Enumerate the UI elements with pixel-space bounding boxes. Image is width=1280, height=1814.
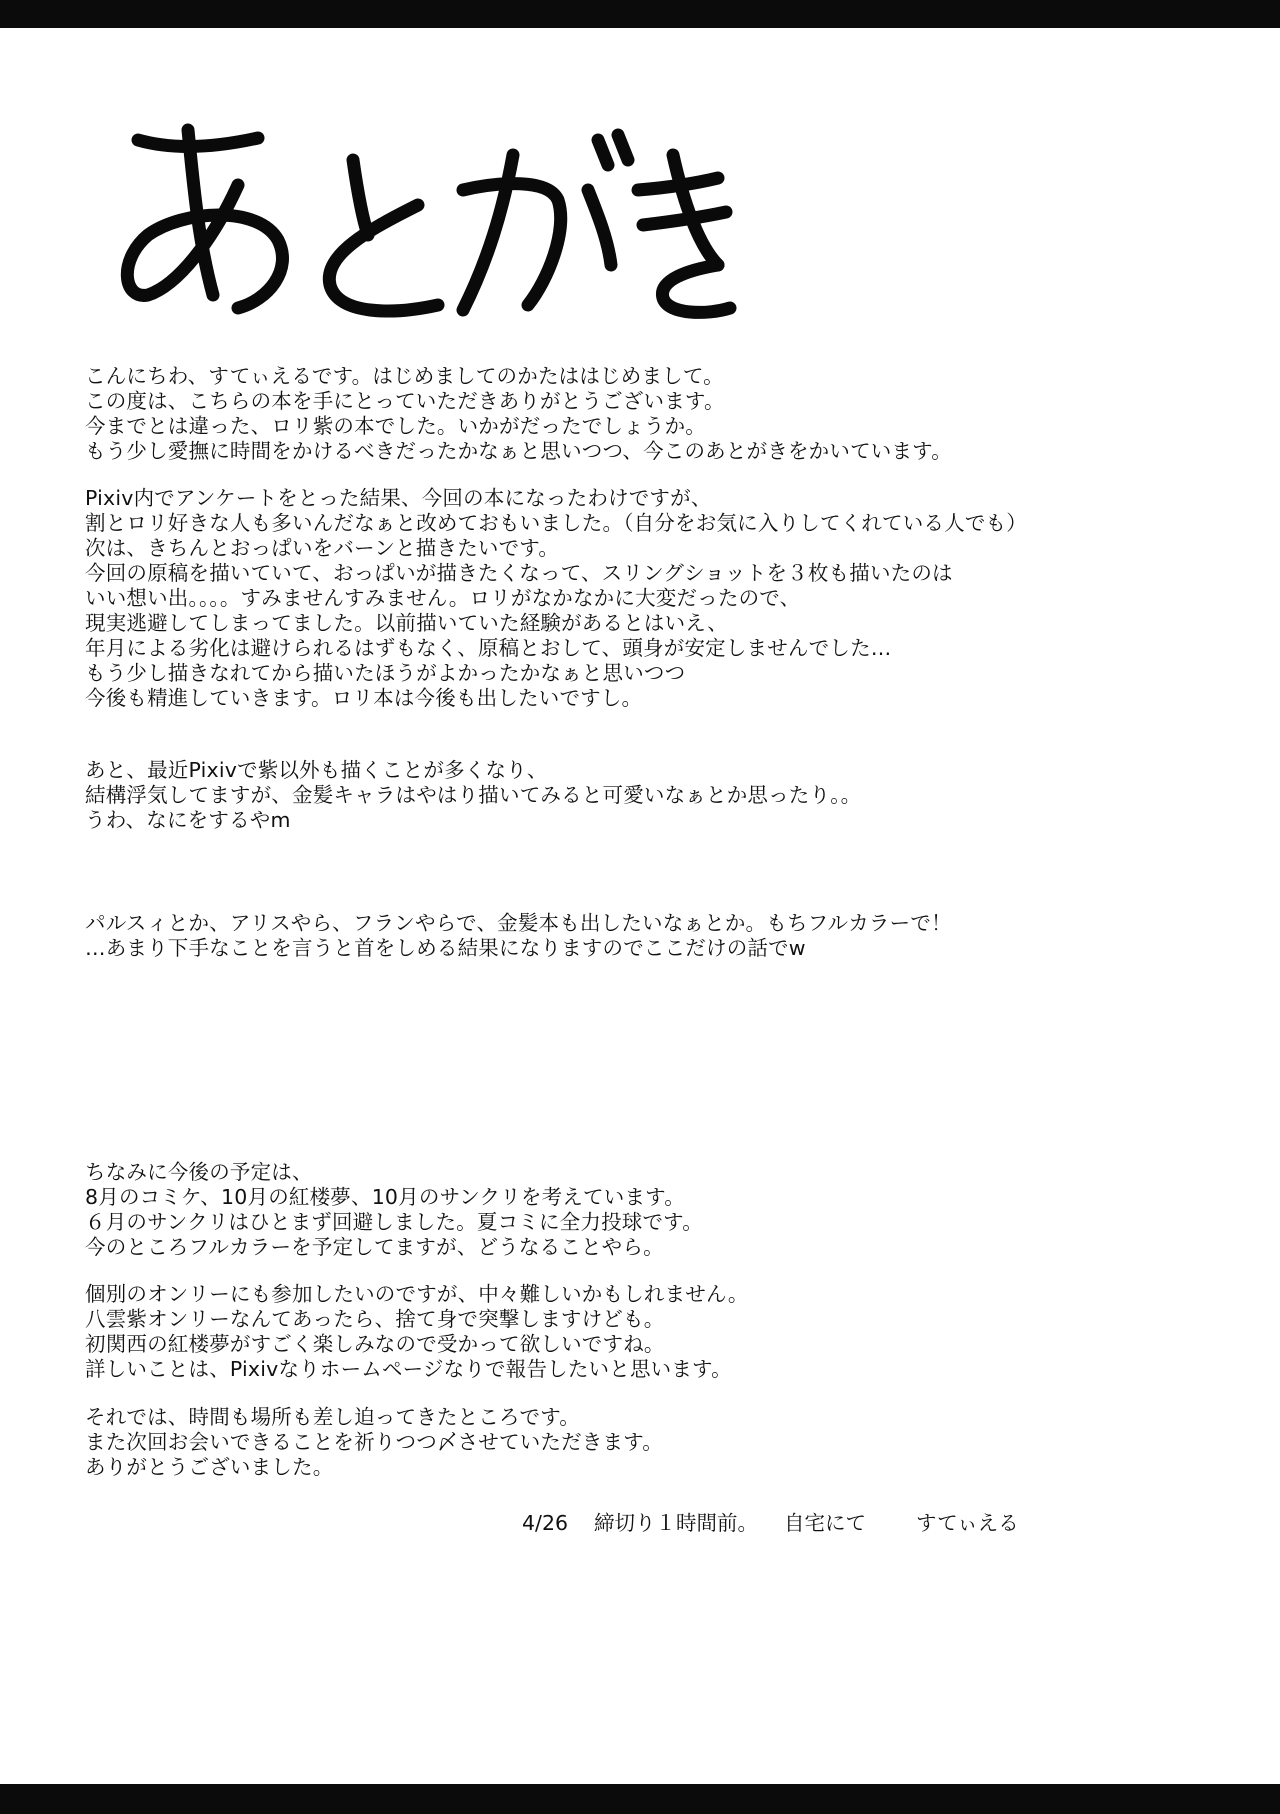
text-line: ６月のサンクリはひとまず回避しました。夏コミに全力投球です。 [85, 1210, 703, 1234]
page-title [118, 120, 738, 330]
text-line: 初関西の紅楼夢がすごく楽しみなので受かって欲しいですね。 [85, 1332, 665, 1356]
text-line: こんにちわ、すてぃえるです。はじめましてのかたははじめまして。 [85, 364, 724, 388]
paragraph-fullcolor [85, 911, 952, 961]
text-line: 割とロリ好きな人も多いんだなぁと改めておもいました。（自分をお気に入りしてくれている人でも） [85, 511, 1027, 535]
text-line: それでは、時間も場所も差し迫ってきたところです。 [85, 1405, 580, 1429]
signature-note: 締切り１時間前。 [594, 1511, 759, 1535]
text-line: 結構浮気してますが、金髪キャラはやはり描いてみると可愛いなぁとか思ったり。。 [85, 783, 862, 807]
text-line: 今回の原稿を描いていて、おっぱいが描きたくなって、スリングショットを３枚も描いたのは [85, 561, 953, 585]
signature-author: すてぃえる [916, 1511, 1019, 1535]
text-line: もう少し描きなれてから描いたほうがよかったかなぁと思いつつ [85, 661, 686, 685]
text-line: 今までとは違った、ロリ紫の本でした。いかがだったでしょうか。 [85, 414, 706, 438]
top-border-bar [0, 0, 1280, 28]
text-line: 8月のコミケ、10月の紅楼夢、10月のサンクリを考えています。 [85, 1185, 685, 1209]
text-line: 今のところフルカラーを予定してますが、どうなることやら。 [85, 1235, 664, 1259]
text-line: ちなみに今後の予定は、 [85, 1160, 313, 1184]
text-line: あと、最近Pixivで紫以外も描くことが多くなり、 [85, 758, 548, 782]
text-line: 次は、きちんとおっぱいをバーンと描きたいです。 [85, 536, 560, 560]
text-line: 現実逃避してしまってました。以前描いていた経験があるとはいえ、 [85, 611, 728, 635]
text-line: この度は、こちらの本を手にとっていただきありがとうございます。 [85, 389, 725, 413]
text-line: いい想い出。。。。すみませんすみません。ロリがなかなかに大変だったので、 [85, 586, 801, 610]
text-line: 今後も精進していきます。ロリ本は今後も出したいですし。 [85, 686, 643, 710]
handwritten-title-art [118, 120, 738, 330]
text-line: また次回お会いできることを祈りつつ〆させていただきます。 [85, 1430, 663, 1454]
signature-line [522, 1511, 1019, 1536]
text-line: もう少し愛撫に時間をかけるべきだったかなぁと思いつつ、今このあとがきをかいています。 [85, 439, 952, 463]
paragraph-closing [85, 1405, 663, 1480]
text-line: Pixiv内でアンケートをとった結果、今回の本になったわけですが、 [85, 486, 712, 510]
signature-date: 4/26 [522, 1511, 569, 1535]
paragraph-greeting [85, 364, 952, 464]
text-line: 詳しいことは、Pixivなりホームページなりで報告したいと思います。 [85, 1357, 732, 1381]
paragraph-schedule [85, 1160, 703, 1260]
text-line: パルスィとか、アリスやら、フランやらで、金髪本も出したいなぁとか。もちフルカラーで！ [85, 911, 952, 935]
bottom-border-bar [0, 1784, 1280, 1814]
text-line: 年月による劣化は避けられるはずもなく、原稿とおして、頭身が安定しませんでした… [85, 636, 892, 660]
paragraph-events [85, 1282, 749, 1382]
paragraph-blonde [85, 758, 861, 833]
text-line: 八雲紫オンリーなんてあったら、捨て身で突撃しますけども。 [85, 1307, 665, 1331]
text-line: 個別のオンリーにも参加したいのですが、中々難しいかもしれません。 [85, 1282, 749, 1306]
text-line: ありがとうございました。 [85, 1455, 334, 1479]
text-line: うわ、なにをするやm [85, 808, 291, 832]
text-line: …あまり下手なことを言うと首をしめる結果になりますのでここだけの話でw [85, 936, 806, 960]
signature-place: 自宅にて [784, 1511, 867, 1535]
paragraph-survey [85, 486, 1027, 711]
